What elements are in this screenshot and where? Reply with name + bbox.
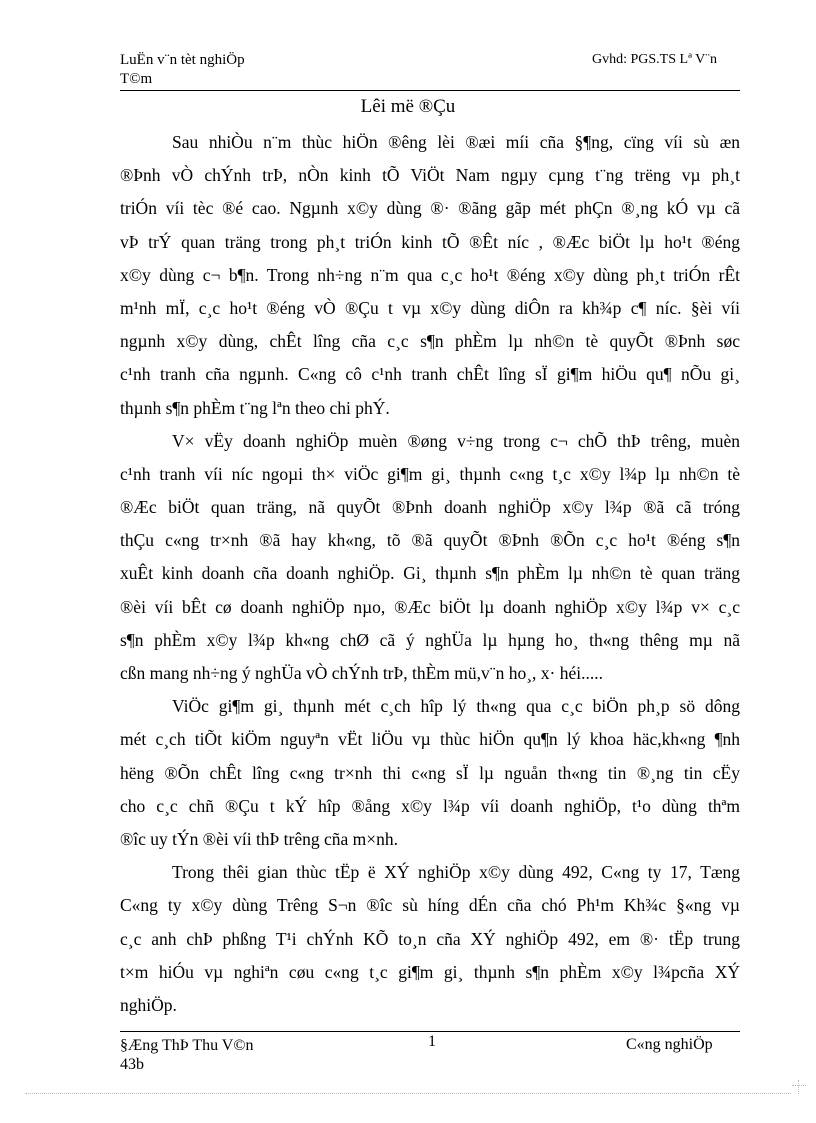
footer-author-name: §Æng ThÞ Thu V©n [120,1037,254,1054]
page-title: Lêi më ®Çu [360,96,456,117]
paragraph-line: thÇu c«ng tr×nh ®ã hay kh«ng, tõ ®ã quyÕt ®Þnh ®Õn c¸c ho¹t ®éng s¶n [120,530,740,551]
paragraph [120,126,740,425]
paragraph-line: Sau nhiÒu n¨m thùc hiÖn ®êng lèi ®æi míi cña §¶ng, cïng víi sù æn [172,132,740,152]
paragraph-line: xuÊt kinh doanh cña doanh nghiÖp. Gi¸ thµnh s¶n phÈm lµ nh©n tè quan träng [120,563,740,584]
page-boundary-dotted-line [25,1093,791,1094]
document-body [120,126,740,1022]
paragraph-line: ®Æc biÖt quan träng, nã quyÕt ®Þnh doanh nghiÖp x©y l¾p ®ã cã tróng [120,497,740,518]
footer-author [120,1036,254,1074]
paragraph-line: C«ng ty x©y dùng Trêng S¬n ®îc sù híng dÉn cña chó Ph¹m Kh¾c §«ng vµ [120,895,740,916]
paragraph-line: t×m hiÓu vµ nghiªn cøu c«ng t¸c gi¶m gi¸ thµnh s¶n phÈm x©y l¾pcña XÝ [120,961,740,982]
paragraph [120,425,740,691]
paragraph-line: ®èi víi bÊt cø doanh nghiÖp nµo, ®Æc biÖt lµ doanh nghiÖp x©y l¾p v× c¸c [120,596,740,617]
paragraph-line: ®Þnh vÒ chÝnh trÞ, nÒn kinh tÕ ViÖt Nam ngµy cµng t¨ng trëng vµ ph¸t [120,165,740,186]
header-thesis-label: LuËn v¨n tèt nghiÖp [120,52,245,68]
paragraph-line: hëng ®Õn chÊt lîng c«ng tr×nh thi c«ng sÏ lµ nguån th«ng tin ®¸ng tin cËy [120,762,740,783]
paragraph-line: ®îc uy tÝn ®èi víi thÞ trêng cña m×nh. [120,828,399,849]
paragraph-line: mét c¸ch tiÕt kiÖm nguyªn vËt liÖu vµ thùc hiÖn qu¶n lý khoa häc,kh«ng ¶nh [120,729,740,750]
paragraph-line: vÞ trÝ quan träng trong ph¸t triÓn kinh tÕ ®Êt níc , ®Æc biÖt lµ ho¹t ®éng [120,231,740,252]
paragraph-line: c¸c anh chÞ phßng T¹i chÝnh KÕ to¸n cña XÝ nghiÖp 492, em ®· tËp trung [120,928,740,949]
paragraph-line: nghiÖp. [120,994,177,1015]
header-rule [120,90,740,91]
paragraph-line: V× vËy doanh nghiÖp muèn ®øng v÷ng trong c¬ chÕ thÞ trêng, muèn [172,430,740,451]
header-author-name: T©m [120,71,153,87]
paragraph-line: c¹nh tranh víi níc ngoµi th× viÖc gi¶m gi¸ thµnh c«ng t¸c x©y l¾p lµ nh©n tè [120,463,740,484]
header-advisor: Gvhd: PGS.TS Lª V¨n [592,52,717,67]
paragraph-line: cho c¸c chñ ®Çu t kÝ hîp ®ång x©y l¾p víi doanh nghiÖp, t¹o dùng thªm [120,795,740,816]
paragraph-line: s¶n phÈm x©y l¾p kh«ng chØ cã ý nghÜa lµ hµng ho¸ th«ng thêng mµ nã [120,629,740,650]
paragraph [120,690,740,856]
paragraph-line: cßn mang nh÷ng ý nghÜa vÒ chÝnh trÞ, thÈm mü,v¨n ho¸, x· héi..... [120,663,604,683]
paragraph [120,856,740,1022]
paragraph-line: triÓn víi tèc ®é cao. Ngµnh x©y dùng ®· ®ãng gãp mét phÇn ®¸ng kÓ vµ cã [120,198,740,219]
page-corner-mark-vertical [798,1080,799,1094]
paragraph-line: m¹nh mÏ, c¸c ho¹t ®éng vÒ ®Çu t vµ x©y dùng diÔn ra kh¾p c¶ níc. §èi víi [120,297,740,318]
paragraph-line: Trong thêi gian thùc tËp ë XÝ nghiÖp x©y dùng 492, C«ng ty 17, Tæng [172,862,740,883]
page-corner-mark [792,1085,806,1087]
running-header-left [120,51,245,89]
page-number: 1 [428,1033,436,1050]
footer-rule [120,1031,740,1032]
paragraph-line: ngµnh x©y dùng, chÊt lîng cña c¸c s¶n phÈm lµ nh©n tè quyÕt ®Þnh søc [120,331,740,352]
paragraph-line: ViÖc gi¶m gi¸ thµnh mét c¸ch hîp lý th«ng qua c¸c biÖn ph¸p sö dông [172,696,740,717]
footer-department: C«ng nghiÖp [626,1036,713,1053]
paragraph-line: x©y dùng c¬ b¶n. Trong nh÷ng n¨m qua c¸c ho¹t ®éng x©y dùng ph¸t triÓn rÊt [120,264,740,285]
footer-class: 43b [120,1056,144,1073]
paragraph-line: c¹nh tranh cña ngµnh. C«ng cô c¹nh tranh chÊt lîng sÏ gi¶m hiÖu qu¶ nÕu gi¸ [120,364,740,385]
paragraph-line: thµnh s¶n phÈm t¨ng lªn theo chi phÝ. [120,397,390,418]
